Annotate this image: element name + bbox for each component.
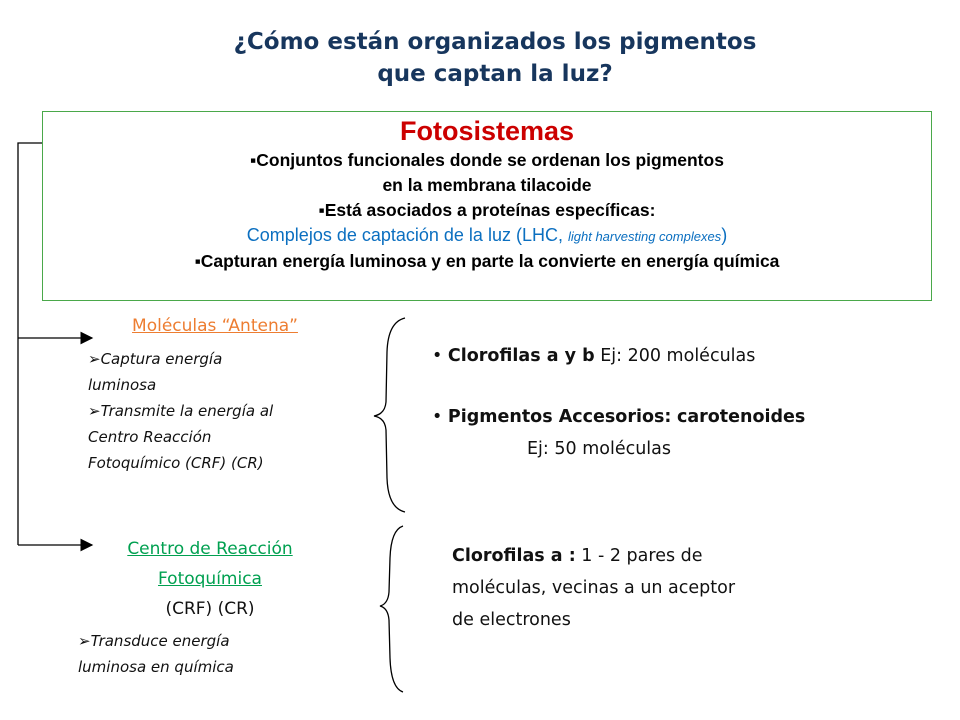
centro-heading-wrap <box>70 534 350 624</box>
fotosistemas-heading: Fotosistemas <box>399 116 575 146</box>
connector-left-vertical-line <box>18 143 42 545</box>
antena-detail <box>432 340 932 465</box>
antena-bullet-2a: Transmite la energía al <box>100 402 274 420</box>
title-line-1: ¿Cómo están organizados los pigmentos <box>233 29 757 55</box>
antena-bullet-2c: Fotoquímico (CRF) (CR) <box>88 454 264 472</box>
brace-centro-icon <box>380 526 403 692</box>
clorofilas-a: Clorofilas a : <box>452 546 576 566</box>
antena-bullet-1a: Captura energía <box>100 350 223 368</box>
bullet-dot-icon: • <box>432 407 443 427</box>
fotosistemas-line-2: en la membrana tilacoide <box>382 175 592 195</box>
bullet-arrow-icon: ➢ <box>78 632 91 650</box>
antena-heading[interactable]: Moléculas “Antena” <box>132 316 298 336</box>
centro-detail <box>452 540 872 636</box>
centro-detail-3: de electrones <box>452 610 571 630</box>
bullet-dot-icon: • <box>432 346 443 366</box>
centro-detail-2: moléculas, vecinas a un aceptor <box>452 578 736 598</box>
centro-heading-2[interactable]: Fotoquímica <box>158 569 262 589</box>
pigmentos-example: Ej: 50 moléculas <box>527 439 672 459</box>
centro-abbr: (CRF) (CR) <box>165 599 255 619</box>
antena-bullet-1b: luminosa <box>88 376 157 394</box>
centro-bullets <box>78 628 378 680</box>
fotosistemas-line-1: ▪Conjuntos funcionales donde se ordenan los pigmentos <box>250 150 724 170</box>
antena-bullet-2b: Centro Reacción <box>88 428 212 446</box>
centro-detail-1: 1 - 2 pares de <box>575 546 703 566</box>
bullet-arrow-icon: ➢ <box>88 350 101 368</box>
lhc-english-text: light harvesting complexes <box>567 229 722 244</box>
antena-bullets <box>88 346 388 476</box>
bullet-arrow-icon: ➢ <box>88 402 101 420</box>
clorofilas-ab: Clorofilas a y b <box>447 346 595 366</box>
clorofilas-ab-example: Ej: 200 moléculas <box>600 346 756 366</box>
lhc-text: Complejos de captación de la luz (LHC, <box>246 225 563 245</box>
centro-bullet-b: luminosa en química <box>78 658 234 676</box>
centro-heading-1[interactable]: Centro de Reacción <box>127 539 293 559</box>
antena-heading-wrap <box>80 316 350 336</box>
centro-bullet-a: Transduce energía <box>90 632 230 650</box>
carotenoides: carotenoides <box>676 407 806 427</box>
title-line-2: que captan la luz? <box>377 61 613 87</box>
fotosistemas-line-3: ▪Está asociados a proteínas específicas: <box>318 200 656 220</box>
antena-detail-item-1 <box>432 340 932 372</box>
pigmentos-accesorios: Pigmentos Accesorios: <box>447 407 672 427</box>
fotosistemas-line-5: ▪Capturan energía luminosa y en parte la convierte en energía química <box>194 251 780 271</box>
antena-detail-item-2 <box>432 401 932 433</box>
lhc-close: ) <box>721 225 728 245</box>
